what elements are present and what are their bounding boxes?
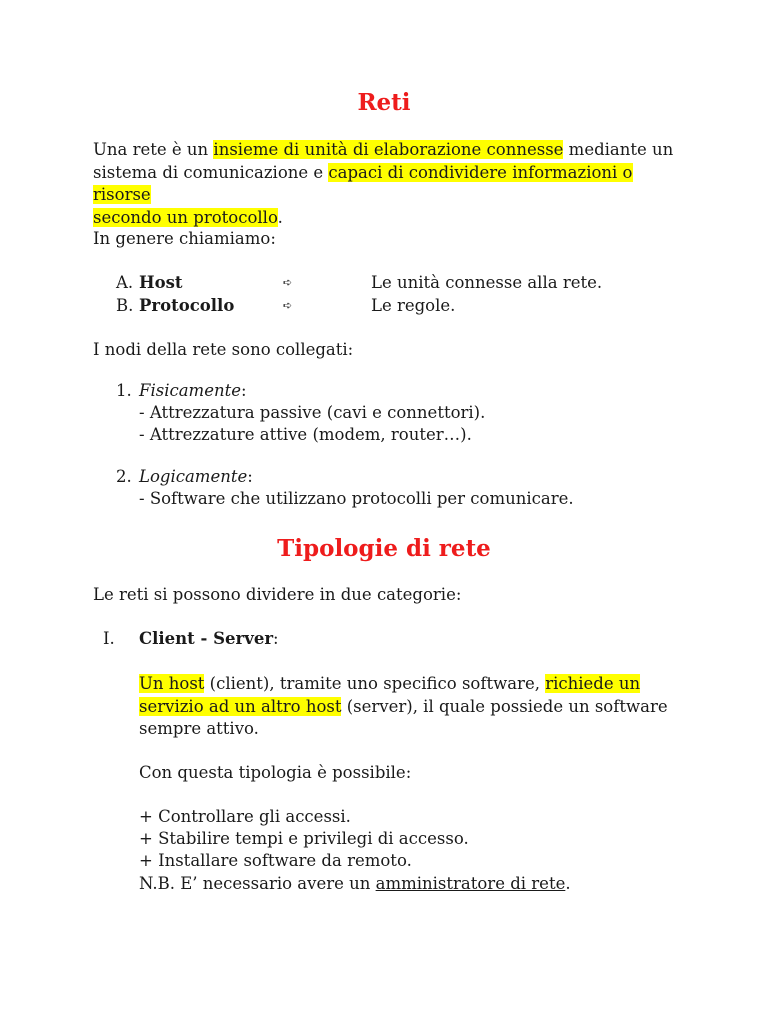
list-item: + Installare software da remoto. [139,851,412,870]
fis-marker: 1. [116,381,132,400]
log-line-1: - Software che utilizzano protocolli per comunicare. [139,489,574,508]
nb-underlined: amministratore di rete [375,874,566,893]
intro-paragraph [93,139,683,229]
log-colon: : [247,467,253,486]
def-term-host: Host [139,273,183,292]
def-desc-host: Le unità connesse alla rete. [371,273,603,292]
genere-text: In genere chiamiamo: [93,229,276,248]
title-tipologie: Tipologie di rete [277,535,491,562]
highlight-richiede: richiede un [545,674,641,693]
nb-line [139,873,571,895]
log-heading [139,466,253,488]
cs-line-1 [139,673,679,696]
list-item: + Stabilire tempi e privilegi di accesso. [139,829,469,848]
fis-line-2: - Attrezzature attive (modem, router…). [139,425,472,444]
intro-text-4: . [277,207,283,227]
def-desc-protocollo: Le regole. [371,296,456,315]
dividere-text: Le reti si possono dividere in due categorie: [93,585,462,604]
cs-line-2 [139,696,679,719]
highlight-capaci: capaci di condividere informazioni o risorse [93,162,633,204]
nb-period: . [565,874,571,893]
cs-line-3: sempre attivo. [139,719,259,738]
fis-term: Fisicamente [139,381,241,400]
fis-heading [139,380,247,402]
intro-text-3: sistema di comunicazione e [93,162,329,182]
cs-paragraph [139,673,679,741]
intro-line-1 [93,139,683,162]
cs-text-2: (server), il quale possiede un software [341,696,668,716]
cs-colon: : [273,629,279,648]
intro-line-2 [93,162,683,207]
intro-text-1: Una rete è un [93,140,214,159]
arrow-icon: ➪ [283,299,293,312]
intro-text-2: mediante un [563,140,674,159]
fis-colon: : [240,381,247,400]
highlight-protocollo: secondo un protocollo [93,207,278,227]
arrow-icon: ➪ [283,276,293,289]
highlight-un-host: Un host [139,674,205,693]
list-item: + Controllare gli accessi. [139,807,351,826]
log-marker: 2. [116,467,132,486]
highlight-insieme: insieme di unità di elaborazione connesse [213,140,564,159]
def-term-protocollo: Protocollo [139,296,235,315]
fis-line-1: - Attrezzatura passive (cavi e connettori). [139,403,486,422]
log-term: Logicamente [139,467,248,486]
cs-heading [139,628,279,650]
nodi-text: I nodi della rete sono collegati: [93,340,354,359]
cs-marker: I. [103,629,115,648]
def-marker-b: B. [116,296,134,315]
possibile-text: Con questa tipologia è possibile: [139,763,412,782]
intro-line-3 [93,207,683,230]
title-reti: Reti [357,89,411,116]
nb-text: N.B. E’ necessario avere un [139,874,376,893]
cs-term: Client - Server [139,629,274,648]
def-marker-a: A. [116,273,134,292]
highlight-servizio: servizio ad un altro host [139,696,342,716]
cs-text-1: (client), tramite uno specifico software, [204,674,546,693]
